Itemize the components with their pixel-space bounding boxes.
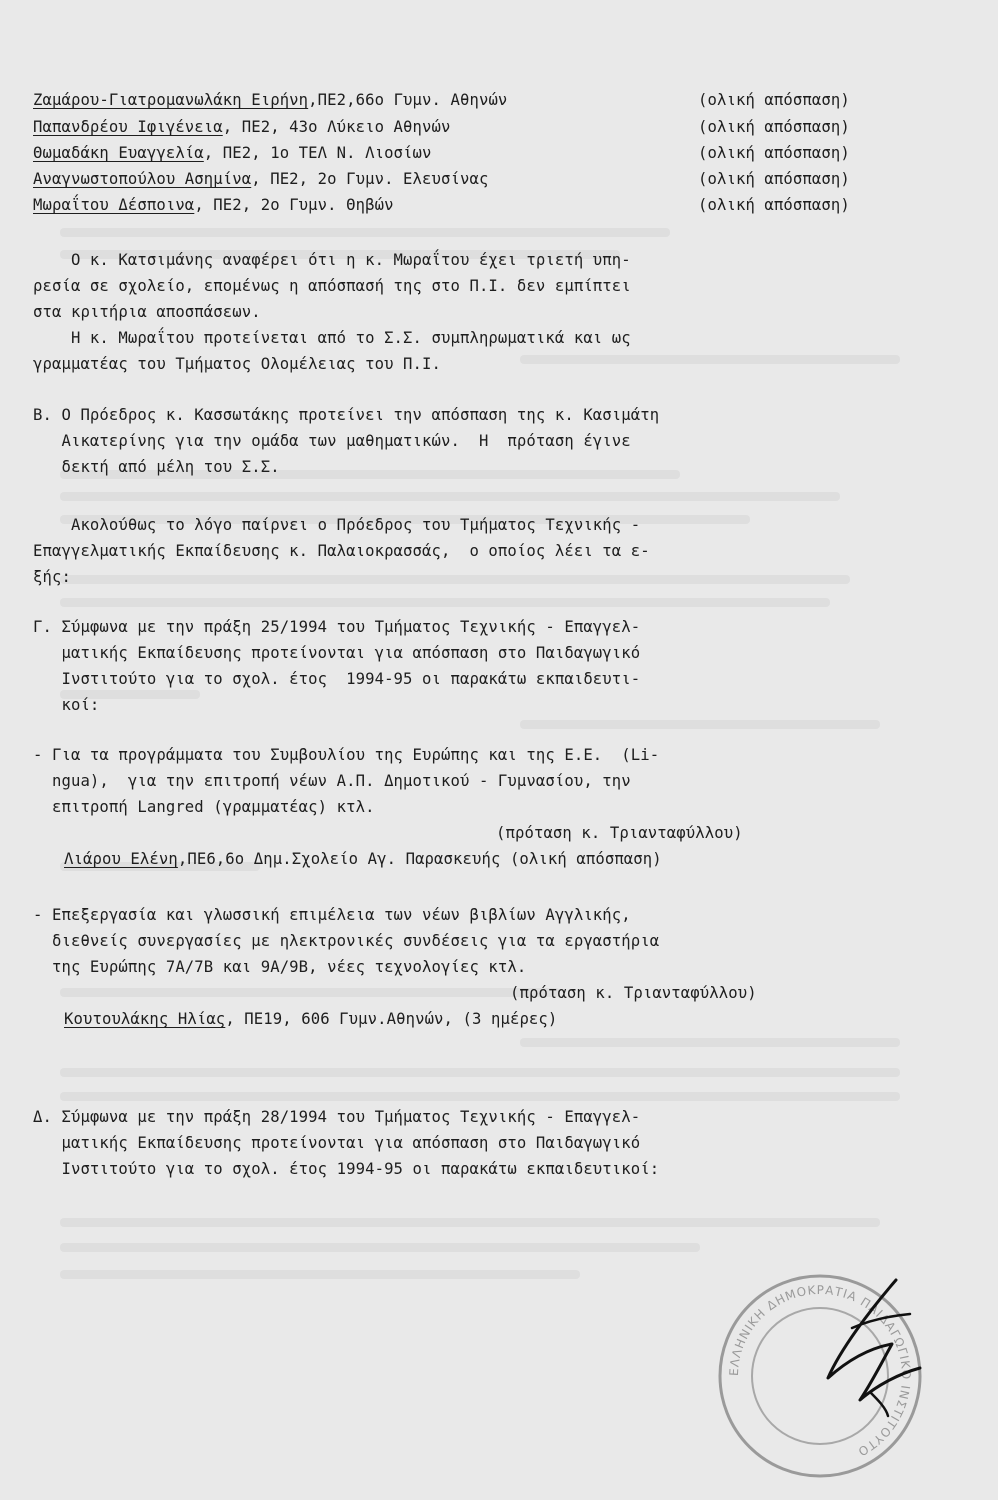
section-b-line: δεκτή από μέλη του Σ.Σ. [33,458,280,476]
section-b-line: Β. Ο Πρόεδρος κ. Κασσωτάκης προτείνει την απόσπαση της κ. Κασιμάτη [33,406,660,424]
paragraph-line: γραμματέας του Τμήματος Ολομέλειας του Π.Ι. [33,355,441,373]
teacher-line-3 [33,143,432,163]
item-2-line: - Επεξεργασία και γλωσσική επιμέλεια των νέων βιβλίων Αγγλικής, [33,906,631,924]
paragraph-line: Η κ. Μωραΐτου προτείνεται από το Σ.Σ. συμπληρωματικά και ως [33,329,631,347]
section-d-line: Ινστιτούτο για το σχολ. έτος 1994-95 οι παρακάτω εκπαιδευτικοί: [33,1160,660,1178]
section-g-line: ματικής Εκπαίδευσης προτείνονται για απόσπαση στο Παιδαγωγικό [33,644,641,662]
item-2-proposal: (πρόταση κ. Τριανταφύλλου) [510,984,757,1002]
teacher-name: Λιάρου Ελένη [64,850,178,868]
section-d-line: ματικής Εκπαίδευσης προτείνονται για απόσπαση στο Παιδαγωγικό [33,1134,641,1152]
item-2-line: διεθνείς συνεργασίες με ηλεκτρονικές συνδέσεις για τα εργαστήρια [33,932,660,950]
teacher-status: (ολική απόσπαση) [698,196,850,214]
teacher-line-1 [33,90,507,110]
section-d-line: Δ. Σύμφωνα με την πράξη 28/1994 του Τμήματος Τεχνικής - Επαγγελ- [33,1108,641,1126]
teacher-line-4 [33,169,488,189]
teacher-line-2 [33,117,450,137]
teacher-status: (ολική απόσπαση) [698,91,850,109]
section-b-line: Αικατερίνης για την ομάδα των μαθηματικών. Η πρόταση έγινε [33,432,631,450]
teacher-name: Κουτουλάκης Ηλίας [64,1010,226,1028]
paragraph-line: στα κριτήρια αποσπάσεων. [33,303,261,321]
teacher-name: Αναγνωστοπούλου Ασημίνα [33,170,252,188]
teacher-details: , ΠΕ2, 2ο Γυμν. Θηβών [194,196,394,214]
item-1-proposal: (πρόταση κ. Τριανταφύλλου) [496,824,743,842]
teacher-details: ,ΠΕ6,6ο Δημ.Σχολείο Αγ. Παρασκευής (ολική απόσπαση) [177,850,662,868]
paragraph-line: Ακολούθως το λόγο παίρνει ο Πρόεδρος του Τμήματος Τεχνικής - [33,516,641,534]
section-g-line: κοί: [33,696,100,714]
item-2-person [64,1009,557,1029]
paragraph-line: Ο κ. Κατσιμάνης αναφέρει ότι η κ. Μωραΐτου έχει τριετή υπη- [33,251,631,269]
paragraph-line: ρεσία σε σχολείο, επομένως η απόσπασή της στο Π.Ι. δεν εμπίπτει [33,277,631,295]
item-1-line: επιτροπή Langred (γραμματέας) κτλ. [33,798,375,816]
teacher-details: , ΠΕ2, 1ο ΤΕΛ Ν. Λιοσίων [203,144,432,162]
teacher-line-5 [33,195,394,215]
teacher-details: , ΠΕ2, 2ο Γυμν. Ελευσίνας [251,170,489,188]
teacher-name: Ζαμάρου-Γιατρομανωλάκη Ειρήνη [33,91,309,109]
signature-icon [800,1270,940,1420]
teacher-details: , ΠΕ19, 606 Γυμν.Αθηνών, (3 ημέρες) [225,1010,558,1028]
teacher-name: Μωραΐτου Δέσποινα [33,196,195,214]
item-2-line: της Ευρώπης 7Α/7Β και 9Α/9Β, νέες τεχνολογίες κτλ. [33,958,527,976]
teacher-name: Παπανδρέου Ιφιγένεια [33,118,223,136]
stamp-text: ΕΛΛΗΝΙΚΗ ΔΗΜΟΚΡΑΤΙΑ ΠΑΙΔΑΓΩΓΙΚΟ ΙΝΣΤΙΤΟΥΤΟ [726,1282,914,1460]
teacher-name: Θωμαδάκη Ευαγγελία [33,144,204,162]
paragraph-line: Επαγγελματικής Εκπαίδευσης κ. Παλαιοκρασσάς, ο οποίος λέει τα ε- [33,542,650,560]
item-1-line: - Για τα προγράμματα του Συμβουλίου της Ευρώπης και της Ε.Ε. (Li- [33,746,660,764]
paragraph-line: ξής: [33,568,71,586]
teacher-status: (ολική απόσπαση) [698,144,850,162]
section-g-line: Γ. Σύμφωνα με την πράξη 25/1994 του Τμήματος Τεχνικής - Επαγγελ- [33,618,641,636]
teacher-details: , ΠΕ2, 43ο Λύκειο Αθηνών [222,118,451,136]
item-1-person [64,849,662,869]
section-g-line: Ινστιτούτο για το σχολ. έτος 1994-95 οι παρακάτω εκπαιδευτι- [33,670,641,688]
teacher-status: (ολική απόσπαση) [698,118,850,136]
teacher-status: (ολική απόσπαση) [698,170,850,188]
item-1-line: ngua), για την επιτροπή νέων Α.Π. Δημοτικού - Γυμνασίου, την [33,772,631,790]
teacher-details: ,ΠΕ2,66ο Γυμν. Αθηνών [308,91,508,109]
